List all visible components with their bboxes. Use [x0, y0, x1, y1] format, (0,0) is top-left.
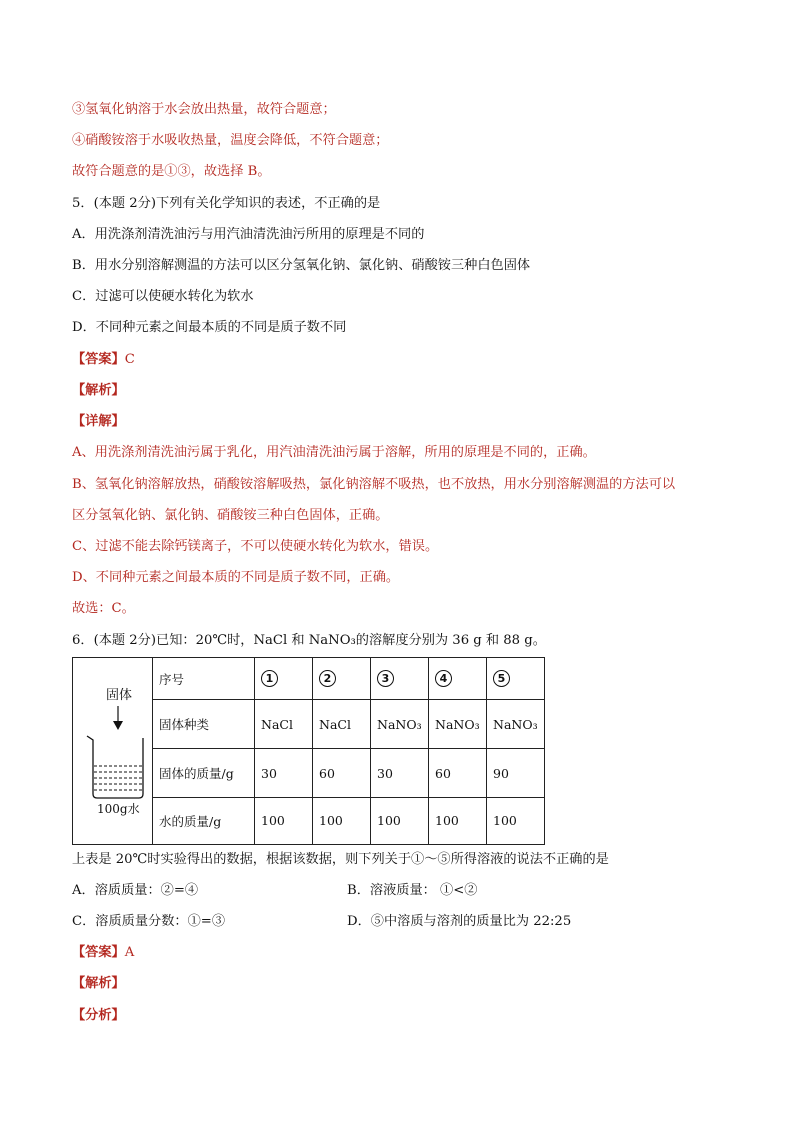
solid-mass-cell-3: 30 — [371, 749, 429, 797]
q6-answer — [72, 943, 134, 963]
q5-conclusion: 故选：C。 — [72, 601, 135, 616]
index-cell-4: 4 — [429, 658, 487, 700]
water-mass-cell-4: 100 — [429, 797, 487, 844]
q5-option-d: D．不同种元素之间最本质的不同是质子数不同 — [72, 320, 347, 335]
q5-detail-a: A、用洗涤剂清洗油污属于乳化，用汽油清洗油污属于溶解，所用的原理是不同的，正确。 — [72, 445, 596, 460]
q5-analysis-tag: 【解析】 — [72, 383, 125, 398]
solid-mass-cell-5: 90 — [487, 749, 545, 797]
q5-option-b: B．用水分别溶解测温的方法可以区分氢氧化钠、氯化钠、硝酸铵三种白色固体 — [72, 258, 531, 273]
q6-option-d: D．⑤中溶质与溶剂的质量比为 22:25 — [347, 914, 572, 929]
water-mass-cell-2: 100 — [313, 797, 371, 844]
q5-detail-b-cont: 区分氢氧化钠、氯化钠、硝酸铵三种白色固体，正确。 — [72, 508, 389, 523]
q5-detail-c: C、过滤不能去除钙镁离子，不可以使硬水转化为软水，错误。 — [72, 539, 439, 554]
answer-value: A — [124, 945, 135, 960]
prev-conclusion: 故符合题意的是①③，故选择 B。 — [72, 164, 271, 179]
beaker-figure — [73, 658, 152, 844]
solid-cell-2: NaCl — [313, 700, 371, 749]
q6-question: 上表是 20℃时实验得出的数据，根据该数据，则下列关于①～⑤所得溶液的说法不正确的是 — [72, 852, 609, 867]
answer-tag: 【答案】 — [72, 352, 125, 367]
beaker-figure-cell — [73, 658, 153, 845]
solid-cell-3: NaNO₃ — [371, 700, 429, 749]
row-header-solid-type: 固体种类 — [153, 700, 255, 749]
q6-fenxi-tag: 【分析】 — [72, 1008, 125, 1023]
solid-cell-5: NaNO₃ — [487, 700, 545, 749]
solid-cell-1: NaCl — [255, 700, 313, 749]
q6-stem: 6．(本题 2分)已知：20℃时，NaCl 和 NaNO₃的溶解度分别为 36 g 和 88 g。 — [72, 633, 546, 648]
q5-option-c: C．过滤可以使硬水转化为软水 — [72, 289, 254, 304]
answer-value: C — [124, 352, 135, 367]
q5-detail-tag: 【详解】 — [72, 414, 125, 429]
q5-detail-b: B、氢氧化钠溶解放热，硝酸铵溶解吸热，氯化钠溶解不吸热，也不放热，用水分别溶解测温的方法可以 — [72, 477, 676, 492]
q6-data-table — [72, 657, 545, 845]
row-header-water-mass: 水的质量/g — [153, 797, 255, 844]
q5-option-a: A．用洗涤剂清洗油污与用汽油清洗油污所用的原理是不同的 — [72, 227, 425, 242]
water-mass-cell-1: 100 — [255, 797, 313, 844]
q6-option-c: C．溶质质量分数：①=③ — [72, 914, 226, 929]
figure-label-water: 100g水 — [97, 802, 140, 816]
q6-option-a: A．溶质质量：②=④ — [72, 883, 199, 898]
water-mass-cell-5: 100 — [487, 797, 545, 844]
q5-answer — [72, 350, 135, 370]
figure-label-solid: 固体 — [106, 688, 133, 703]
solid-mass-cell-1: 30 — [255, 749, 313, 797]
solid-mass-cell-2: 60 — [313, 749, 371, 797]
q5-stem: 5．(本题 2分)下列有关化学知识的表述，不正确的是 — [72, 196, 381, 211]
index-cell-5: 5 — [487, 658, 545, 700]
q5-detail-d: D、不同种元素之间最本质的不同是质子数不同，正确。 — [72, 570, 400, 585]
solid-mass-cell-4: 60 — [429, 749, 487, 797]
prev-explanation-4: ④硝酸铵溶于水吸收热量，温度会降低，不符合题意； — [72, 133, 389, 148]
index-cell-1: 1 — [255, 658, 313, 700]
row-header-index: 序号 — [153, 658, 255, 700]
q6-analysis-tag: 【解析】 — [72, 976, 125, 991]
water-mass-cell-3: 100 — [371, 797, 429, 844]
solid-cell-4: NaNO₃ — [429, 700, 487, 749]
row-header-solid-mass: 固体的质量/g — [153, 749, 255, 797]
q6-option-b: B．溶液质量： ①<② — [347, 883, 478, 898]
prev-explanation-3: ③氢氧化钠溶于水会放出热量，故符合题意； — [72, 102, 336, 117]
answer-tag: 【答案】 — [72, 945, 125, 960]
index-cell-3: 3 — [371, 658, 429, 700]
index-cell-2: 2 — [313, 658, 371, 700]
